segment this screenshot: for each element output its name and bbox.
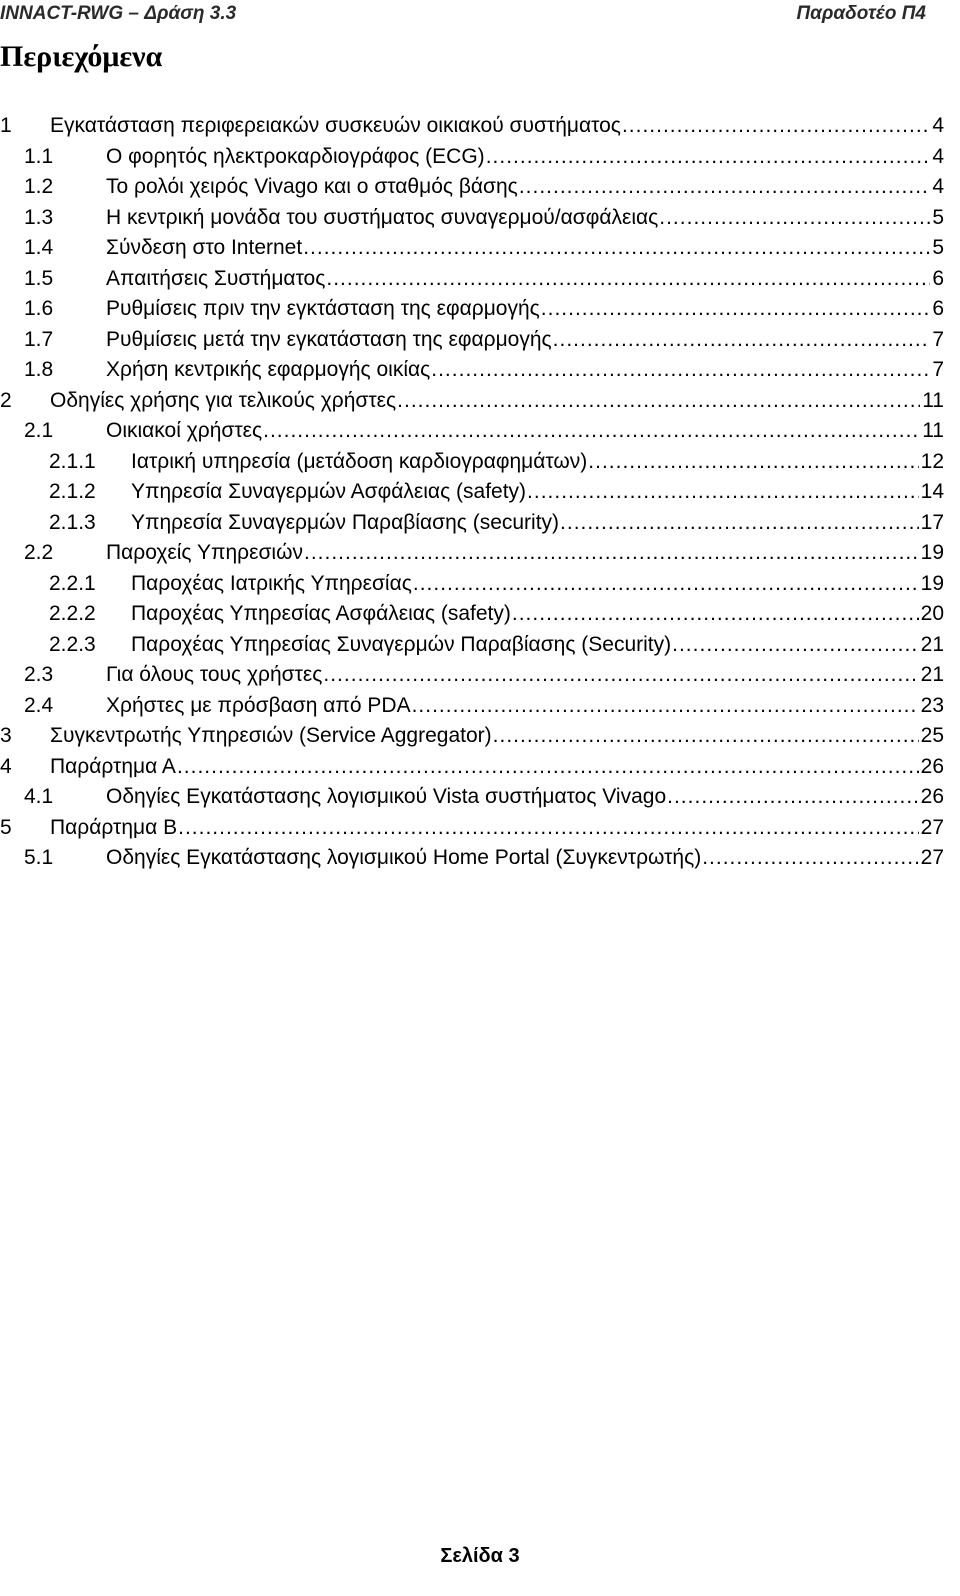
toc-dot-leader	[519, 173, 931, 201]
toc-entry[interactable]	[0, 173, 958, 204]
toc-entry[interactable]	[0, 539, 958, 570]
toc-entry-page: 7	[932, 327, 944, 351]
toc-entry[interactable]	[0, 448, 958, 479]
toc-entry-page: 25	[920, 724, 944, 747]
toc-entry-page: 19	[920, 541, 944, 564]
toc-entry-number: 2.1.2	[49, 480, 96, 503]
toc-entry-number: 1.2	[24, 175, 54, 198]
toc-dot-leader	[323, 661, 918, 689]
toc-entry-body	[106, 326, 944, 354]
toc-dot-leader	[672, 631, 919, 659]
page-header	[0, 0, 926, 36]
toc-entry-body	[131, 600, 944, 628]
toc-entry-title: Για όλους τους χρήστες	[106, 663, 323, 686]
toc-entry[interactable]	[0, 844, 958, 875]
toc-entry-body	[106, 692, 944, 720]
toc-dot-leader	[303, 234, 930, 262]
toc-dot-leader	[541, 295, 931, 323]
toc-dot-leader	[486, 143, 931, 171]
toc-dot-leader	[304, 539, 919, 567]
toc-entry-body	[50, 753, 944, 781]
toc-entry[interactable]	[0, 265, 958, 296]
toc-entry[interactable]	[0, 478, 958, 509]
toc-entry[interactable]	[0, 661, 958, 692]
toc-entry-number: 2.2.3	[49, 632, 96, 656]
toc-entry-title: Οικιακοί χρήστες	[106, 419, 263, 442]
toc-entry-number: 2.3	[24, 663, 54, 686]
toc-entry-body	[106, 234, 944, 262]
page-title: Περιεχόμενα	[0, 40, 163, 73]
toc-entry-body	[106, 143, 944, 171]
toc-entry-number: 1	[0, 114, 12, 137]
toc-entry-title: Παροχέας Ιατρικής Υπηρεσίας	[131, 571, 412, 595]
toc-entry-page: 27	[920, 846, 944, 869]
toc-entry[interactable]	[0, 631, 958, 662]
toc-entry-body	[50, 722, 944, 750]
toc-entry-title: Σύνδεση στο Internet	[106, 236, 303, 259]
toc-entry-number: 2.1.1	[49, 449, 96, 473]
toc-entry-body	[106, 417, 944, 445]
toc-entry-number: 2.2	[24, 541, 54, 564]
toc-entry-number: 1.7	[24, 327, 54, 351]
toc-entry[interactable]	[0, 295, 958, 326]
toc-entry-page: 5	[932, 236, 944, 259]
toc-entry-title: Οδηγίες χρήσης για τελικούς χρήστες	[50, 388, 397, 412]
toc-entry-number: 1.5	[24, 266, 54, 290]
toc-entry-title: Παροχέας Υπηρεσίας Συναγερμών Παραβίασης (Security)	[131, 632, 672, 656]
toc-dot-leader	[413, 570, 919, 598]
toc-entry-number: 1.8	[24, 358, 54, 381]
toc-entry-number: 1.6	[24, 297, 54, 320]
toc-dot-leader	[512, 600, 919, 628]
toc-entry-number: 2.1	[24, 419, 54, 442]
toc-entry-page: 27	[920, 815, 944, 839]
toc-entry-body	[131, 631, 944, 659]
toc-entry[interactable]	[0, 234, 958, 265]
toc-entry-title: Παράρτημα Α	[50, 754, 176, 778]
toc-entry-number: 1.3	[24, 205, 54, 229]
toc-entry-page: 6	[932, 266, 944, 290]
page-number-footer: Σελίδα 3	[440, 1545, 520, 1567]
toc-entry-page: 4	[932, 175, 944, 198]
toc-entry-title: Εγκατάσταση περιφερειακών συσκευών οικιακού συστήματος	[50, 114, 621, 137]
toc-entry[interactable]	[0, 570, 958, 601]
toc-entry-body	[50, 814, 944, 842]
toc-entry[interactable]	[0, 722, 958, 753]
toc-entry[interactable]	[0, 509, 958, 540]
toc-entry-title: Ιατρική υπηρεσία (μετάδοση καρδιογραφημάτων)	[131, 449, 588, 473]
toc-entry-page: 14	[920, 480, 944, 503]
toc-dot-leader	[178, 814, 919, 842]
toc-dot-leader	[326, 265, 930, 293]
toc-entry-title: Ρυθμίσεις μετά την εγκατάσταση της εφαρμογής	[106, 327, 552, 351]
toc-entry-page: 11	[922, 388, 944, 412]
toc-entry-body	[106, 661, 944, 689]
toc-entry-body	[131, 478, 944, 506]
toc-entry[interactable]	[0, 356, 958, 387]
toc-entry-page: 11	[922, 419, 944, 442]
toc-entry[interactable]	[0, 326, 958, 357]
toc-entry-title: Υπηρεσία Συναγερμών Ασφάλειας (safety)	[131, 480, 527, 503]
toc-entry-page: 7	[932, 358, 944, 381]
toc-entry-page: 19	[920, 571, 944, 595]
toc-entry-page: 26	[920, 754, 944, 778]
toc-entry-title: Συγκεντρωτής Υπηρεσιών (Service Aggregator)	[50, 724, 492, 747]
toc-entry-body	[131, 509, 944, 537]
toc-entry-title: Ρυθμίσεις πριν την εγκτάσταση της εφαρμογής	[106, 297, 540, 320]
toc-dot-leader	[493, 722, 919, 750]
toc-entry-body	[50, 387, 944, 415]
toc-entry-body	[131, 448, 944, 476]
toc-entry[interactable]	[0, 814, 958, 845]
toc-dot-leader	[431, 356, 930, 384]
toc-dot-leader	[527, 478, 919, 506]
toc-entry-body	[131, 570, 944, 598]
toc-dot-leader	[263, 417, 920, 445]
toc-entry[interactable]	[0, 417, 958, 448]
toc-entry-number: 4.1	[24, 785, 54, 808]
toc-entry-number: 4	[0, 754, 12, 778]
toc-entry-number: 5.1	[24, 846, 54, 869]
toc-dot-leader	[588, 448, 918, 476]
toc-entry-body	[106, 204, 944, 232]
toc-dot-leader	[560, 509, 919, 537]
toc-entry-title: Παράρτημα Β	[50, 815, 178, 839]
toc-entry-number: 5	[0, 815, 12, 839]
toc-entry-page: 17	[920, 510, 944, 534]
toc-dot-leader	[622, 112, 930, 140]
toc-entry[interactable]	[0, 600, 958, 631]
toc-dot-leader	[412, 692, 919, 720]
toc-entry-number: 1.4	[24, 236, 54, 259]
toc-entry-body	[50, 112, 944, 140]
toc-entry-number: 2.4	[24, 693, 54, 717]
toc-entry[interactable]	[0, 204, 958, 235]
toc-entry-body	[106, 844, 944, 872]
header-project-label: INNACT-RWG – Δράση 3.3	[0, 3, 237, 24]
toc-entry-title: Το ρολόι χειρός Vivago και ο σταθμός βάσης	[106, 175, 518, 198]
toc-entry-title: Ο φορητός ηλεκτροκαρδιογράφος (ECG)	[106, 144, 485, 168]
toc-dot-leader	[702, 844, 918, 872]
toc-entry-title: Χρήστες με πρόσβαση από PDA	[106, 693, 411, 717]
toc-entry-body	[106, 173, 944, 201]
toc-entry[interactable]	[0, 783, 958, 814]
toc-entry-page: 26	[920, 785, 944, 808]
toc-entry-title: Χρήση κεντρικής εφαρμογής οικίας	[106, 358, 431, 381]
toc-entry-body	[106, 356, 944, 384]
toc-entry[interactable]	[0, 112, 958, 143]
toc-entry-number: 3	[0, 724, 12, 747]
toc-dot-leader	[397, 387, 920, 415]
toc-entry-number: 2	[0, 388, 12, 412]
toc-entry-title: Υπηρεσία Συναγερμών Παραβίασης (security)	[131, 510, 560, 534]
toc-entry-number: 2.2.2	[49, 602, 96, 625]
toc-entry-title: Παροχείς Υπηρεσιών	[106, 541, 303, 564]
toc-entry-body	[106, 539, 944, 567]
toc-entry[interactable]	[0, 387, 958, 418]
toc-dot-leader	[553, 326, 931, 354]
toc-entry-page: 6	[932, 297, 944, 320]
toc-entry[interactable]	[0, 753, 958, 784]
toc-entry-title: Οδηγίες Εγκατάστασης λογισμικού Vista συστήματος Vivago	[106, 785, 667, 808]
toc-entry-number: 1.1	[24, 144, 54, 168]
table-of-contents	[0, 112, 958, 875]
toc-entry-body	[106, 265, 944, 293]
toc-entry-title: Παροχέας Υπηρεσίας Ασφάλειας (safety)	[131, 602, 511, 625]
toc-entry-body	[106, 295, 944, 323]
toc-entry-page: 20	[920, 602, 944, 625]
toc-entry-page: 5	[932, 205, 944, 229]
toc-entry-title: Η κεντρική μονάδα του συστήματος συναγερμού/ασφάλειας	[106, 205, 659, 229]
toc-entry[interactable]	[0, 143, 958, 174]
toc-entry-page: 4	[932, 114, 944, 137]
toc-entry-page: 21	[920, 632, 944, 656]
toc-entry-page: 23	[920, 693, 944, 717]
toc-entry-page: 12	[920, 449, 944, 473]
toc-entry-number: 2.1.3	[49, 510, 96, 534]
toc-dot-leader	[177, 753, 919, 781]
header-deliverable-label: Παραδοτέο Π4	[796, 3, 926, 24]
toc-entry-title: Οδηγίες Εγκατάστασης λογισμικού Home Portal (Συγκεντρωτής)	[106, 846, 702, 869]
toc-dot-leader	[659, 204, 930, 232]
toc-entry-page: 21	[920, 663, 944, 686]
toc-entry-page: 4	[932, 144, 944, 168]
toc-dot-leader	[667, 783, 919, 811]
toc-entry-number: 2.2.1	[49, 571, 96, 595]
toc-entry-body	[106, 783, 944, 811]
toc-entry-title: Απαιτήσεις Συστήματος	[106, 266, 326, 290]
toc-entry[interactable]	[0, 692, 958, 723]
